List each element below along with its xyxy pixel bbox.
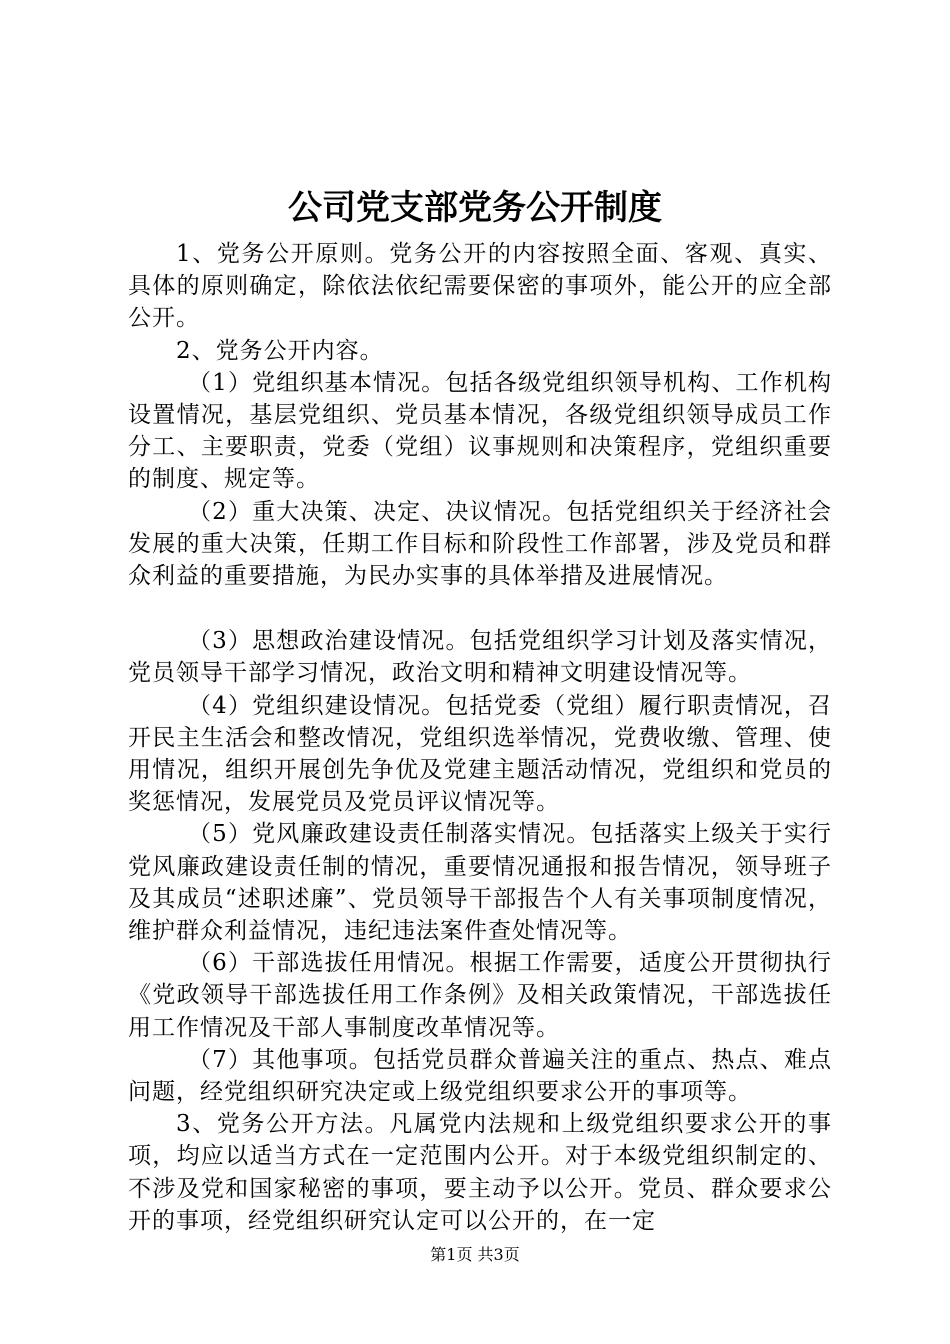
paragraph-item-6: （6）干部选拔任用情况。根据工作需要，适度公开贯彻执行《党政领导干部选拔任用工作条例》及相关政策情况，干部选拔任用工作情况及干部人事制度改革情况等。: [128, 950, 832, 1041]
paragraph-item-5: （5）党风廉政建设责任制落实情况。包括落实上级关于实行党风廉政建设责任制的情况，重要情况通报和报告情况，领导班子及其成员“述职述廉”、党员领导干部报告个人有关事项制度情况，维护群众利益情况，违纪违法案件查处情况等。: [128, 821, 832, 945]
paragraph-item-3: （3）思想政治建设情况。包括党组织学习计划及落实情况，党员领导干部学习情况，政治文明和精神文明建设情况等。: [128, 628, 832, 687]
paragraph-method: 3、党务公开方法。凡属党内法规和上级党组织要求公开的事项，均应以适当方式在一定范围内公开。对于本级党组织制定的、不涉及党和国家秘密的事项，要主动予以公开。党员、群众要求公开的事项，经党组织研究认定可以公开的，在一定: [128, 1111, 832, 1234]
paragraph-item-7: （7）其他事项。包括党员群众普遍关注的重点、热点、难点问题，经党组织研究决定或上级党组织要求公开的事项等。: [128, 1046, 832, 1106]
paragraph-principle: 1、党务公开原则。党务公开的内容按照全面、客观、真实、具体的原则确定，除依法依纪需要保密的事项外，能公开的应全部公开。: [128, 241, 832, 332]
paragraph-item-2: （2）重大决策、决定、决议情况。包括党组织关于经济社会发展的重大决策，任期工作目标和阶段性工作部署，涉及党员和群众利益的重要措施，为民办实事的具体举措及进展情况。: [128, 498, 832, 590]
paragraph-content-heading: 2、党务公开内容。: [176, 337, 384, 364]
document-body: [128, 238, 832, 1237]
page-footer: 第1页 共3页: [430, 1245, 520, 1264]
document-title: 公司党支部党务公开制度: [288, 188, 662, 228]
paragraph-gap: [128, 592, 832, 625]
paragraph-item-1: （1）党组织基本情况。包括各级党组织领导机构、工作机构设置情况，基层党组织、党员基本情况，各级党组织领导成员工作分工、主要职责，党委（党组）议事规则和决策程序，党组织重要的制度、规定等。: [128, 369, 832, 493]
paragraph-item-4: （4）党组织建设情况。包括党委（党组）履行职责情况，召开民主生活会和整改情况，党组织选举情况，党费收缴、管理、使用情况，组织开展创先争优及党建主题活动情况，党组织和党员的奖惩情况，发展党员及党员评议情况等。: [128, 692, 832, 816]
